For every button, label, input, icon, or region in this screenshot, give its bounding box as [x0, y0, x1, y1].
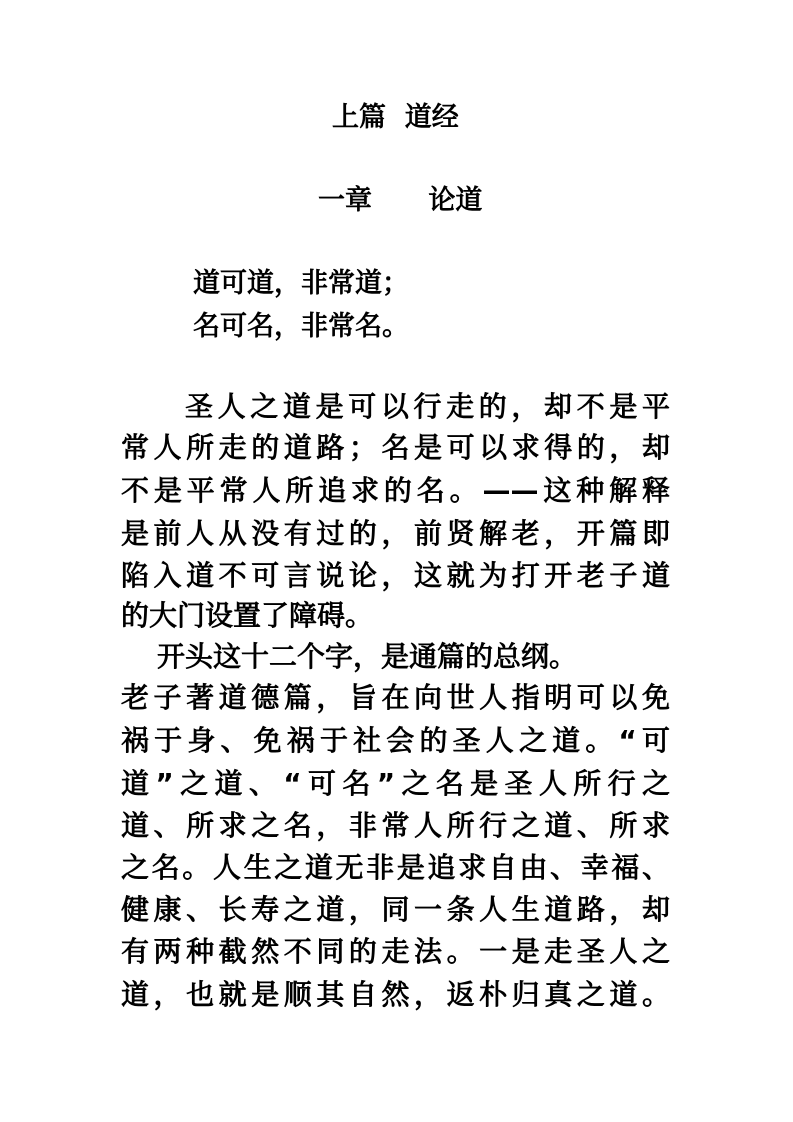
commentary-line-14: 有两种截然不同的走法。一是走圣人之 — [121, 935, 670, 968]
commentary-line-6: 的大门设置了障碍。 — [121, 599, 374, 632]
commentary-line-15: 道，也就是顺其自然，返朴归真之道。 — [121, 978, 670, 1011]
commentary-line-10: 道”之道、“可名”之名是圣人所行之 — [121, 767, 670, 800]
commentary-line-11: 道、所求之名，非常人所行之道、所求 — [121, 809, 670, 842]
commentary-line-2: 常人所走的道路；名是可以求得的，却 — [121, 431, 670, 464]
commentary-line-5: 陷入道不可言说论，这就为打开老子道 — [121, 559, 670, 592]
verse-line-2: 名可名，非常名。 — [193, 311, 409, 342]
chapter-title: 一章 论道 — [318, 185, 483, 216]
commentary-line-7: 开头这十二个字，是通篇的总纲。 — [157, 640, 578, 673]
commentary-line-3: 不是平常人所追求的名。——这种解释 — [121, 474, 670, 507]
commentary-line-8: 老子著道德篇，旨在向世人指明可以免 — [121, 681, 670, 714]
commentary-line-13: 健康、长寿之道，同一条人生道路，却 — [121, 893, 670, 926]
commentary-line-4: 是前人从没有过的，前贤解老，开篇即 — [121, 517, 670, 550]
commentary-line-12: 之名。人生之道无非是追求自由、幸福、 — [121, 851, 670, 884]
part-title: 上篇 道经 — [332, 102, 459, 133]
verse-line-1: 道可道，非常道； — [193, 268, 409, 299]
commentary-line-9: 祸于身、免祸于社会的圣人之道。“可 — [121, 724, 670, 757]
commentary-line-1: 圣人之道是可以行走的，却不是平 — [185, 390, 670, 423]
